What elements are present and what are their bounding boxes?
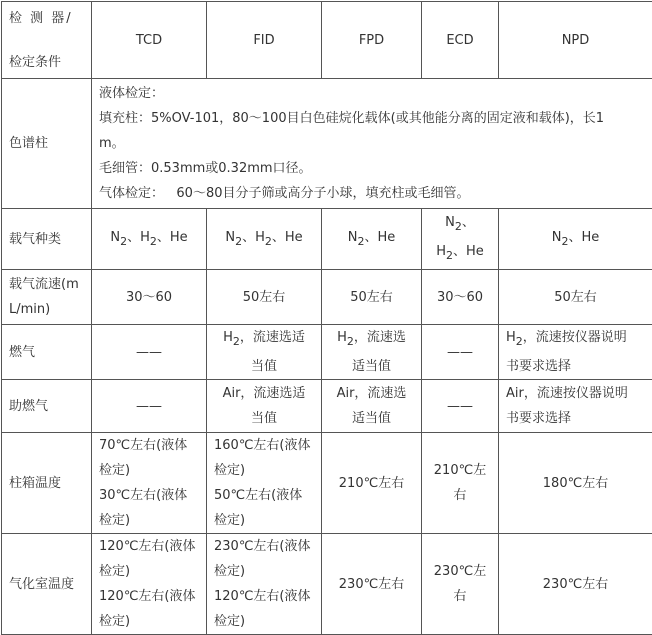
injector-npd: 230℃左右	[499, 534, 652, 635]
carrier-npd: $N_2$、He	[499, 209, 652, 270]
aux-gas-row	[2, 380, 652, 433]
header-tcd: TCD	[92, 2, 207, 79]
fuel-fid: $H_2$，流速选适 当值	[207, 325, 322, 380]
column-line-2: 填充柱：5%OV-101，80～100目白色硅烷化载体(或其他能分离的固定液和载体)，长1	[99, 106, 648, 131]
aux-gas-label: 助燃气	[2, 380, 92, 433]
corner-bottom-label: 检定条件	[9, 50, 61, 75]
oven-tcd: 70℃左右(液体 检定) 30℃左右(液体 检定)	[92, 433, 207, 534]
injector-fid: 230℃左右(液体 检定) 120℃左右(液体 检定)	[207, 534, 322, 635]
column-spec-cell	[92, 79, 652, 209]
oven-fid: 160℃左右(液体 检定) 50℃左右(液体 检定)	[207, 433, 322, 534]
corner-header-cell	[2, 2, 92, 79]
injector-temp-label: 气化室温度	[2, 534, 92, 635]
header-fid: FID	[207, 2, 322, 79]
column-line-5: 气体检定： 60～80目分子筛或高分子小球，填充柱或毛细管。	[99, 181, 648, 206]
carrier-tcd: $N_2$、$H_2$、He	[92, 209, 207, 270]
carrier-ecd: $N_2$、 $H_2$、He	[422, 209, 499, 270]
header-fpd: FPD	[322, 2, 422, 79]
column-line-4: 毛细管：0.53mm或0.32mm口径。	[99, 156, 648, 181]
carrier-fpd: $N_2$、He	[322, 209, 422, 270]
column-line-3: m。	[99, 131, 648, 156]
aux-npd: Air，流速按仪器说明 书要求选择	[499, 380, 652, 433]
aux-fid: Air，流速选适 当值	[207, 380, 322, 433]
flow-ecd: 30～60	[422, 270, 499, 325]
oven-fpd: 210℃左右	[322, 433, 422, 534]
oven-npd: 180℃左右	[499, 433, 652, 534]
injector-tcd: 120℃左右(液体 检定) 120℃左右(液体 检定)	[92, 534, 207, 635]
aux-ecd: ——	[422, 380, 499, 433]
flow-fpd: 50左右	[322, 270, 422, 325]
injector-temp-row	[2, 534, 652, 635]
fuel-gas-row	[2, 325, 652, 380]
column-line-1: 液体检定：	[99, 81, 648, 106]
carrier-gas-row	[2, 209, 652, 270]
injector-fpd: 230℃左右	[322, 534, 422, 635]
header-npd: NPD	[499, 2, 652, 79]
aux-tcd: ——	[92, 380, 207, 433]
detector-conditions-table	[1, 1, 652, 635]
column-row	[2, 79, 652, 209]
header-row	[2, 2, 652, 79]
flow-row	[2, 270, 652, 325]
oven-ecd: 210℃左 右	[422, 433, 499, 534]
fuel-gas-label: 燃气	[2, 325, 92, 380]
carrier-gas-label: 载气种类	[2, 209, 92, 270]
oven-temp-label: 柱箱温度	[2, 433, 92, 534]
flow-tcd: 30～60	[92, 270, 207, 325]
fuel-ecd: ——	[422, 325, 499, 380]
carrier-fid: $N_2$、$H_2$、He	[207, 209, 322, 270]
oven-temp-row	[2, 433, 652, 534]
injector-ecd: 230℃左 右	[422, 534, 499, 635]
corner-top-label: 检 测 器/	[9, 6, 73, 31]
flow-fid: 50左右	[207, 270, 322, 325]
flow-npd: 50左右	[499, 270, 652, 325]
fuel-npd: $H_2$，流速按仪器说明 书要求选择	[499, 325, 652, 380]
header-ecd: ECD	[422, 2, 499, 79]
flow-label: 载气流速(m L/min)	[2, 270, 92, 325]
column-label: 色谱柱	[2, 79, 92, 209]
aux-fpd: Air，流速选 适当值	[322, 380, 422, 433]
fuel-fpd: $H_2$，流速选 适当值	[322, 325, 422, 380]
fuel-tcd: ——	[92, 325, 207, 380]
